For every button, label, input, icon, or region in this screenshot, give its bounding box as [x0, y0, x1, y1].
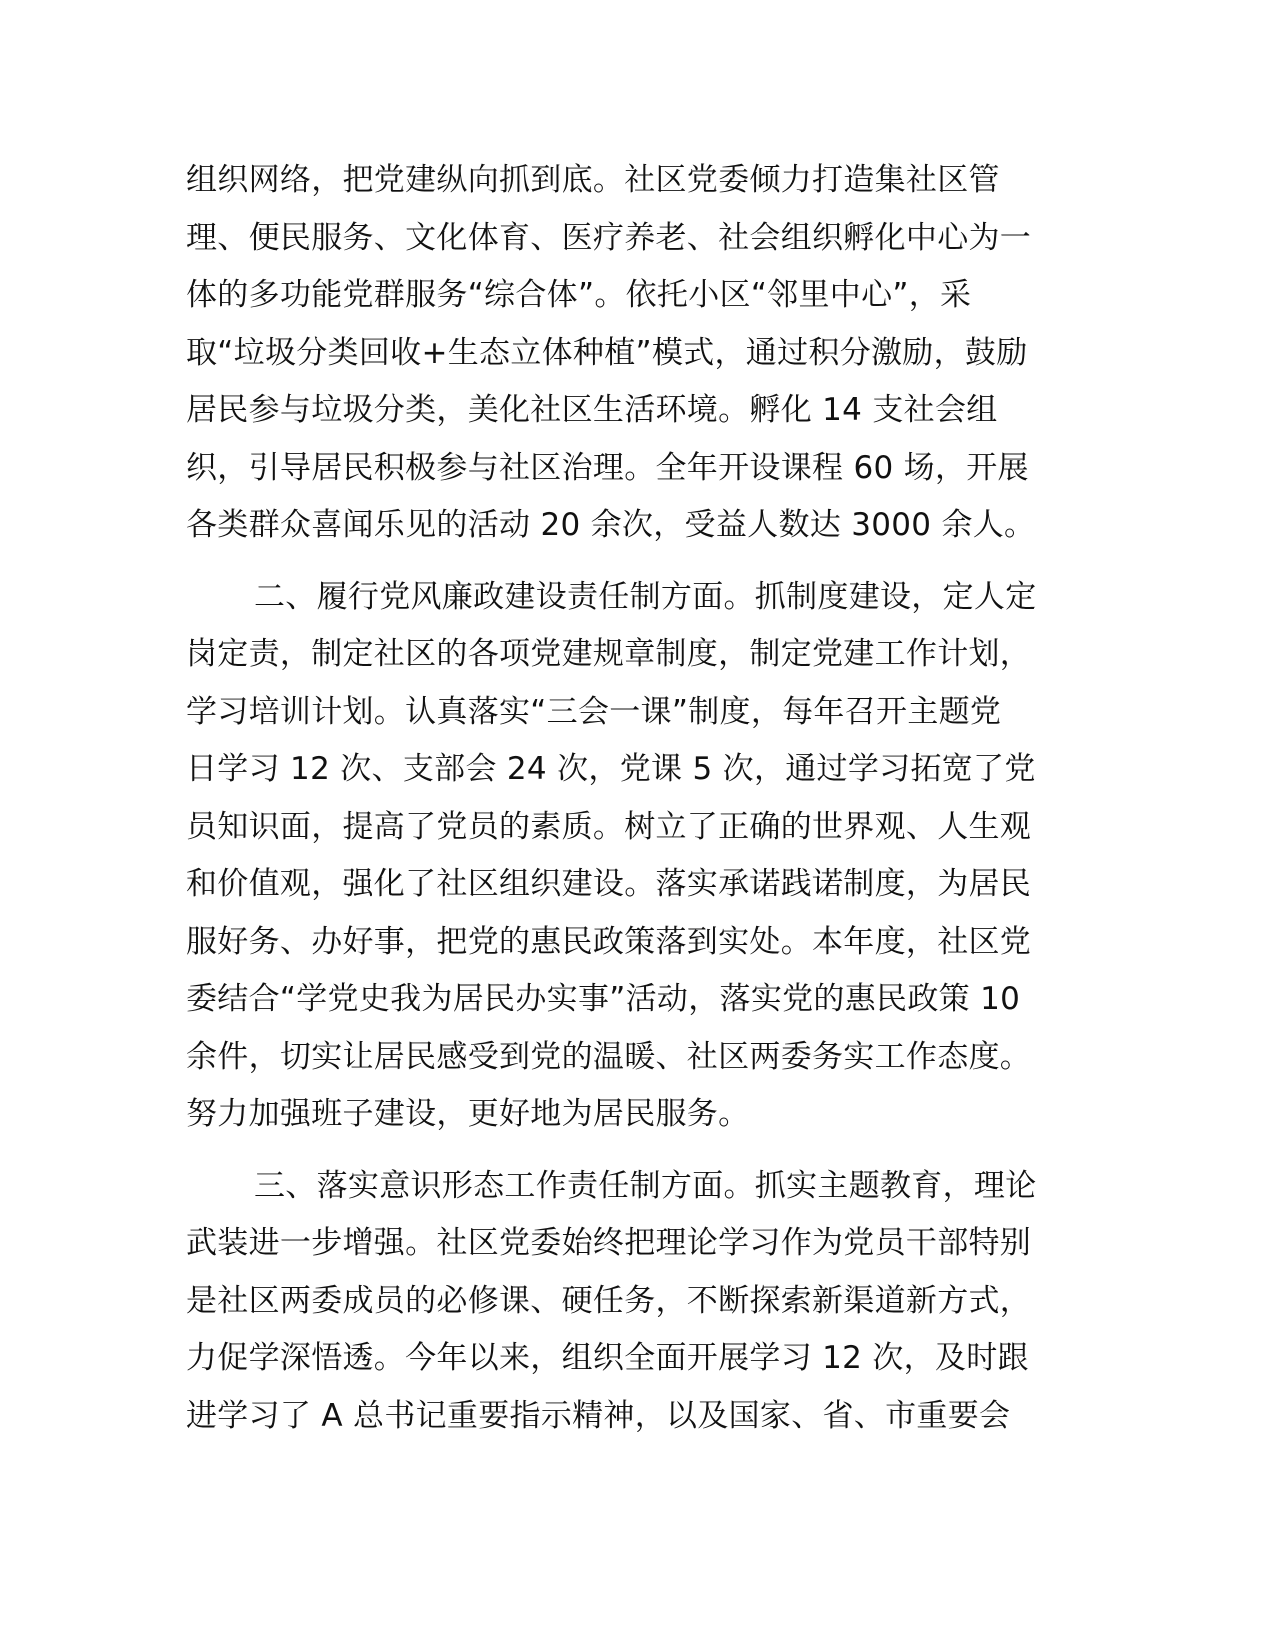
text-line: 委结合“学党史我为居民办实事”活动，落实党的惠民政策 10: [186, 981, 1021, 1017]
text-line: 各类群众喜闻乐见的活动 20 余次，受益人数达 3000 余人。: [186, 507, 1036, 543]
text-line: 余件，切实让居民感受到党的温暖、社区两委务实工作态度。: [186, 1038, 1032, 1075]
text-line: 日学习 12 次、支部会 24 次，党课 5 次，通过学习拓宽了党: [186, 751, 1036, 787]
text-line: 武装进一步增强。社区党委始终把理论学习作为党员干部特别: [186, 1225, 1032, 1261]
text-line: 力促学深悟透。今年以来，组织全面开展学习 12 次，及时跟: [186, 1340, 1029, 1376]
text-line: 员知识面，提高了党员的素质。树立了正确的世界观、人生观: [186, 808, 1032, 845]
text-line: 居民参与垃圾分类，美化社区生活环境。孵化 14 支社会组: [186, 392, 998, 428]
text-line: 二、履行党风廉政建设责任制方面。抓制度建设，定人定: [254, 578, 1037, 615]
text-line: 理、便民服务、文化体育、医疗养老、社会组织孵化中心为一: [186, 219, 1032, 256]
paragraph-section-two: [186, 569, 1086, 1144]
text-line: 三、落实意识形态工作责任制方面。抓实主题教育，理论: [254, 1167, 1037, 1204]
paragraph-section-three: [186, 1158, 1086, 1446]
text-line: 和价值观，强化了社区组织建设。落实承诺践诺制度，为居民: [186, 866, 1032, 902]
text-line: 组织网络，把党建纵向抓到底。社区党委倾力打造集社区管: [186, 162, 1000, 198]
paragraph-community-network: [186, 152, 1086, 555]
text-line: 学习培训计划。认真落实“三会一课”制度，每年召开主题党: [186, 693, 1002, 730]
text-line: 服好务、办好事，把党的惠民政策落到实处。本年度，社区党: [186, 923, 1032, 960]
text-line: 取“垃圾分类回收+生态立体种植”模式，通过积分激励，鼓励: [186, 334, 1028, 371]
document-page: [186, 152, 1086, 1459]
text-line: 岗定责，制定社区的各项党建规章制度，制定党建工作计划，: [186, 636, 1032, 672]
text-line: 体的多功能党群服务“综合体”。依托小区“邻里中心”，采: [186, 277, 972, 313]
text-line: 是社区两委成员的必修课、硬任务，不断探索新渠道新方式，: [186, 1282, 1032, 1319]
text-line: 进学习了 A 总书记重要指示精神，以及国家、省、市重要会: [186, 1397, 1011, 1434]
text-line: 织，引导居民积极参与社区治理。全年开设课程 60 场，开展: [186, 449, 1029, 486]
text-line: 努力加强班子建设，更好地为居民服务。: [186, 1096, 750, 1132]
